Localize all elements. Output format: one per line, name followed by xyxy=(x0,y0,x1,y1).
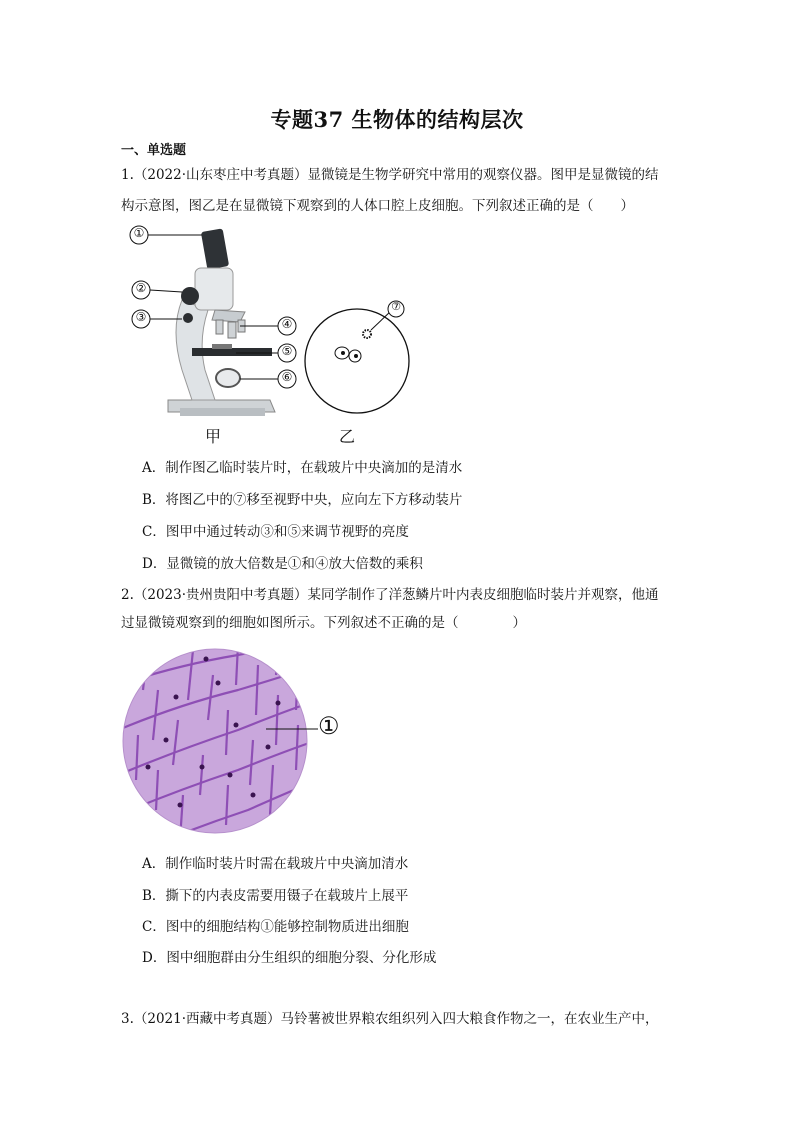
cell-structure-label-1: ① xyxy=(318,712,340,740)
question-1-option-b: B．将图乙中的⑦移至视野中央，应向左下方移动装片 xyxy=(142,492,463,508)
question-2-option-a: A．制作临时装片时需在载玻片中央滴加清水 xyxy=(142,856,409,872)
question-1-option-c: C．图甲中通过转动③和⑤来调节视野的亮度 xyxy=(142,524,409,540)
question-2-line-1: 2.（2023·贵州贵阳中考真题）某同学制作了洋葱鳞片叶内表皮细胞临时装片并观察，他通 xyxy=(121,587,659,603)
question-1-option-a: A．制作图乙临时装片时，在载玻片中央滴加的是清水 xyxy=(142,460,463,476)
label-2: ② xyxy=(135,281,147,295)
section-heading: 一、单选题 xyxy=(121,143,187,158)
question-1-line-2: 构示意图，图乙是在显微镜下观察到的人体口腔上皮细胞。下列叙述正确的是（ ） xyxy=(121,198,634,214)
question-1-option-d: D．显微镜的放大倍数是①和④放大倍数的乘积 xyxy=(142,556,423,572)
label-7: ⑦ xyxy=(391,300,401,313)
question-2-option-b: B．撕下的内表皮需要用镊子在载玻片上展平 xyxy=(142,888,409,904)
question-2-option-c: C．图中的细胞结构①能够控制物质进出细胞 xyxy=(142,919,409,935)
page-title: 专题37 生物体的结构层次 xyxy=(270,107,524,132)
label-3: ③ xyxy=(135,310,147,324)
question-3-line-1: 3.（2021·西藏中考真题）马铃薯被世界粮农组织列入四大粮食作物之一，在农业生产中， xyxy=(121,1011,659,1027)
label-4: ④ xyxy=(281,317,293,331)
label-6: ⑥ xyxy=(281,370,293,384)
caption-yi: 乙 xyxy=(339,427,356,446)
question-1-line-1: 1.（2022·山东枣庄中考真题）显微镜是生物学研究中常用的观察仪器。图甲是显微镜的结 xyxy=(121,167,659,183)
onion-cell-micrograph xyxy=(118,645,318,840)
question-2-option-d: D．图中细胞群由分生组织的细胞分裂、分化形成 xyxy=(142,950,437,966)
caption-jia: 甲 xyxy=(205,427,222,446)
label-1: ① xyxy=(133,226,145,240)
label-5: ⑤ xyxy=(281,344,293,358)
question-2-line-2: 过显微镜观察到的细胞如图所示。下列叙述不正确的是（ ） xyxy=(121,615,526,631)
